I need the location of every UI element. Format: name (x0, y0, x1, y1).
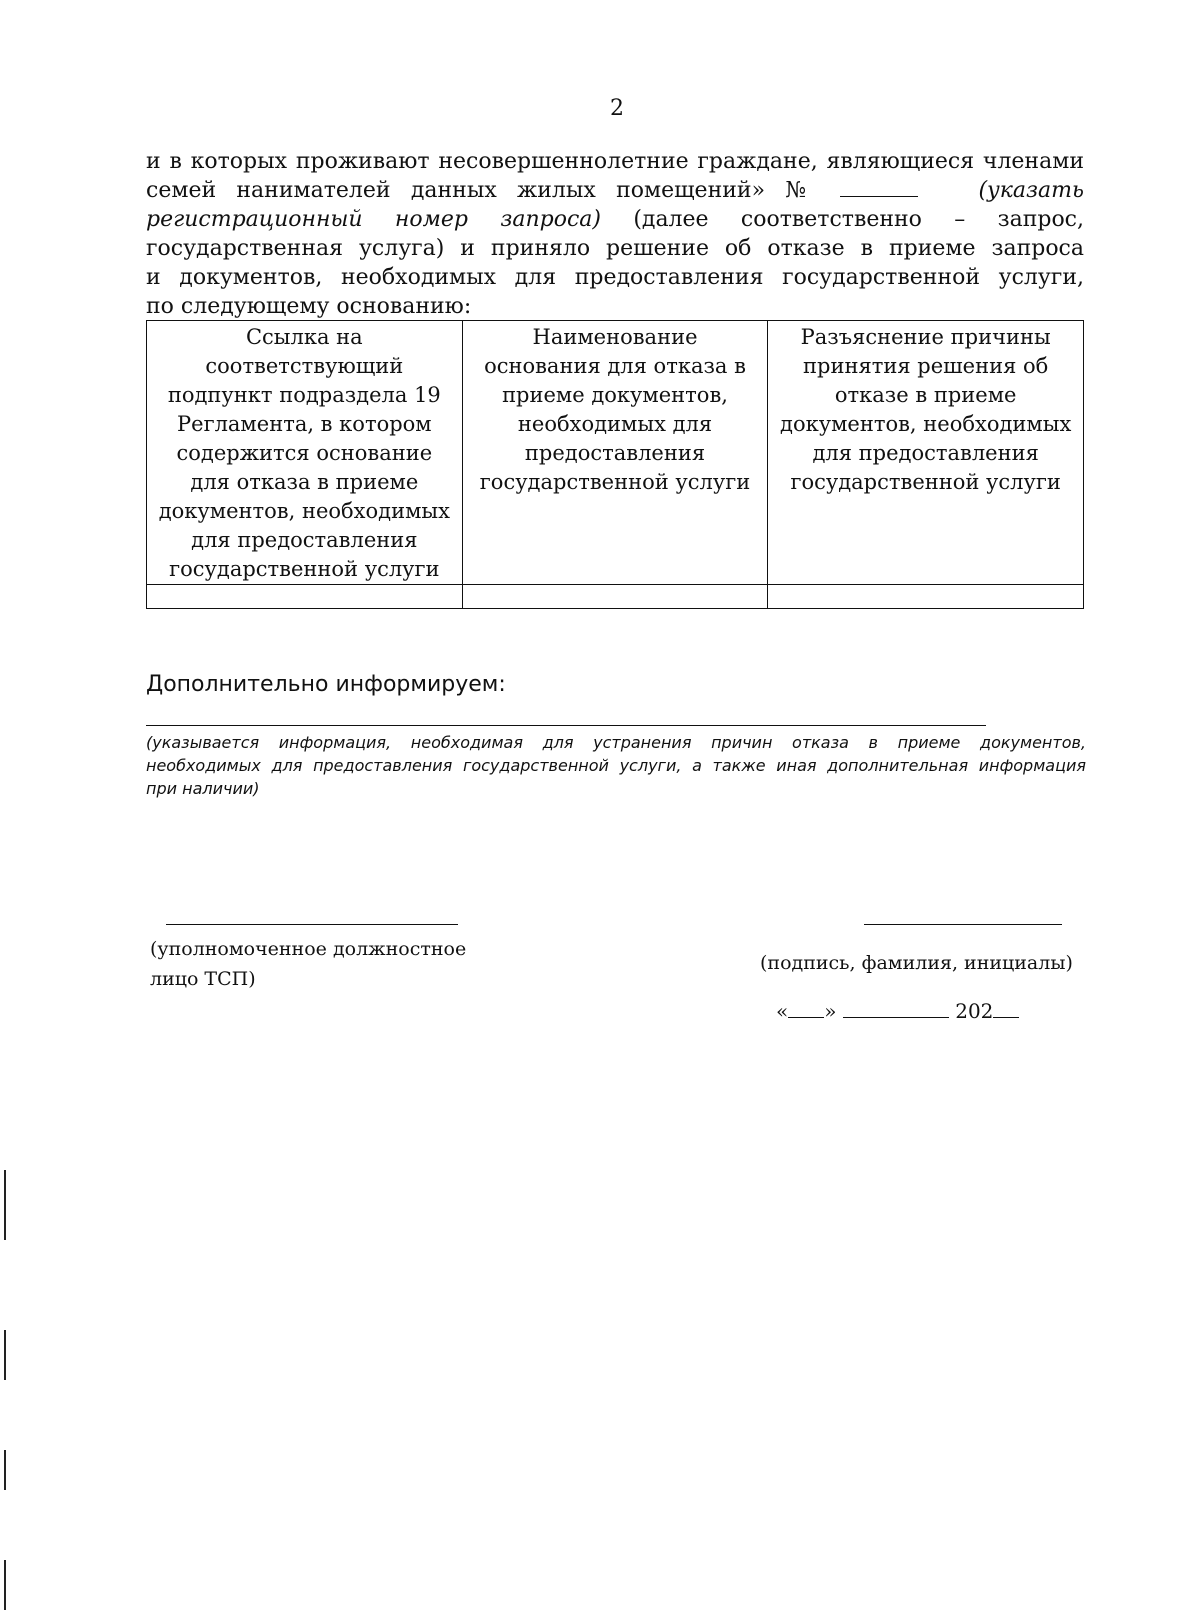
official-signature-line (166, 924, 458, 925)
scan-edge-mark (4, 1170, 6, 1240)
paragraph-line-3 (146, 205, 1084, 234)
additional-info-hint (146, 731, 1086, 800)
paragraph-line-4: государственная услуга) и приняло решение об отказе в приеме запроса (146, 236, 1084, 261)
paragraph-line-3-italic: регистрационный номер запроса) (146, 207, 601, 232)
paragraph-line-3-text: (далее соответственно – запрос, (633, 207, 1084, 232)
hint-line-3: при наличии) (146, 779, 260, 798)
scan-edge-mark (4, 1450, 6, 1490)
paragraph-line-2-text: семей нанимателей данных жилых помещений» № (146, 178, 820, 203)
signature-caption: (подпись, фамилия, инициалы) (760, 952, 1073, 974)
date-close-quote: » (824, 999, 837, 1023)
official-caption (150, 934, 466, 994)
month-blank (843, 999, 949, 1018)
scan-edge-mark (4, 1560, 6, 1610)
table-header-cell-name: Наименование основания для отказа в приеме документов, необходимых для предоставления государственной услуги (462, 321, 768, 585)
hint-line-1: (указывается информация, необходимая для устранения причин отказа в приеме документов, (146, 733, 1086, 752)
paragraph-line-5: и документов, необходимых для предоставления государственной услуги, (146, 265, 1084, 290)
paragraph-line-6: по следующему основанию: (146, 294, 472, 319)
request-number-blank (840, 178, 918, 197)
day-blank (788, 999, 824, 1018)
additional-info-label: Дополнительно информируем: (146, 672, 506, 697)
signature-line (864, 924, 1062, 925)
table-header-cell-reference: Ссылка на соответствующий подпункт подраздела 19 Регламента, в котором содержится основание для отказа в приеме документов, необходимых для предоставления государственной услуги (147, 321, 463, 585)
table-cell (462, 585, 768, 609)
year-prefix: 202 (955, 999, 994, 1023)
table-header-row (147, 321, 1084, 585)
official-caption-line-2: лицо ТСП) (150, 968, 256, 990)
refusal-reasons-table (146, 320, 1084, 609)
paragraph-line-2 (146, 176, 1084, 205)
additional-info-fill-line (146, 725, 986, 726)
table-header-cell-explanation: Разъяснение причины принятия решения об отказе в приеме документов, необходимых для предоставления государственной услуги (768, 321, 1084, 585)
table-row (147, 585, 1084, 609)
hint-line-2: необходимых для предоставления государственной услуги, а также иная дополнительная информация (146, 756, 1086, 775)
table-cell (147, 585, 463, 609)
official-caption-line-1: (уполномоченное должностное (150, 938, 467, 960)
paragraph-line-1: и в которых проживают несовершеннолетние граждане, являющиеся членами (146, 149, 1084, 174)
paragraph-line-2-italic: (указать (978, 178, 1085, 203)
body-paragraph (146, 147, 1084, 321)
scan-edge-mark (4, 1330, 6, 1380)
page-number: 2 (610, 96, 624, 121)
year-blank (993, 999, 1019, 1018)
date-field (776, 998, 1019, 1024)
table-cell (768, 585, 1084, 609)
date-open-quote: « (776, 999, 789, 1023)
